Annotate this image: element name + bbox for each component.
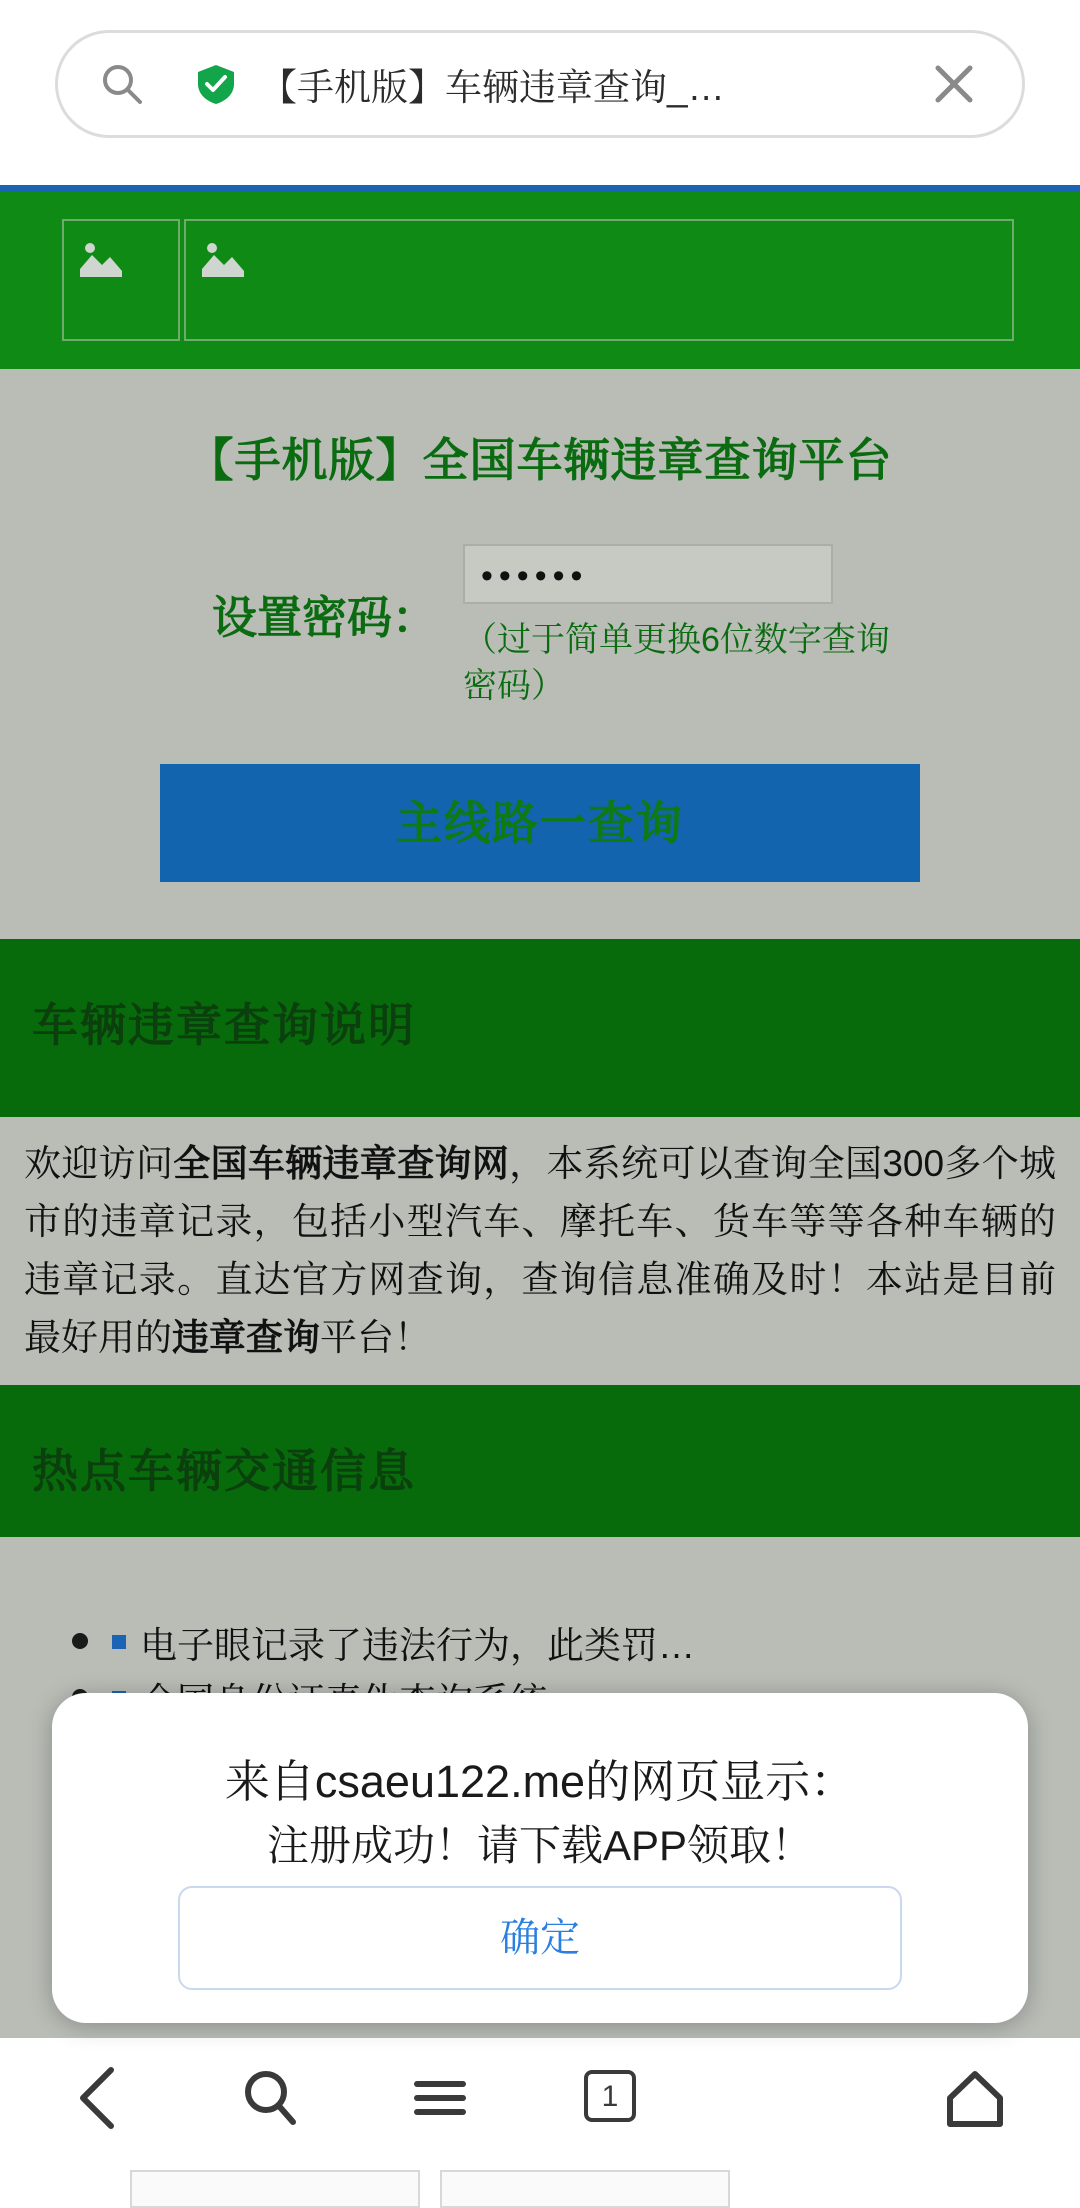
nav-tabs-button[interactable] xyxy=(565,2056,655,2140)
password-label: 设置密码： xyxy=(212,592,438,643)
list-item[interactable] xyxy=(0,1615,1080,1671)
bullet-dot-icon xyxy=(72,1633,88,1649)
page-header-banner xyxy=(0,191,1080,369)
list-item-label[interactable]: 电子眼记录了违法行为，此类罚… xyxy=(140,1625,695,1666)
dialog-title: 来自csaeu122.me的网页显示： xyxy=(224,1756,856,1807)
broken-image-placeholder-2[interactable] xyxy=(184,219,1014,341)
main-query-button[interactable]: 主线路一查询 xyxy=(160,764,920,882)
footer-box-right xyxy=(440,2170,730,2208)
dialog-message: 注册成功！请下载APP领取！ xyxy=(266,1822,814,1869)
broken-image-icon xyxy=(78,239,124,279)
intro-paragraph-part2: ，本系统可以查询全国300多个城市的违章记录，包括小型汽车、摩托车、货车等等各种车辆的违章记录。直达官方网查询，查询信息准确及时！本站是目前最好用的 xyxy=(24,1143,1057,1358)
intro-paragraph-part3: 平台！ xyxy=(320,1317,431,1358)
intro-paragraph-bold2: 违章查询 xyxy=(172,1317,320,1358)
footer-box-left xyxy=(130,2170,420,2208)
shield-icon[interactable] xyxy=(194,62,238,106)
section-header-hot-traffic-info-label: 热点车辆交通信息 xyxy=(32,1445,416,1497)
javascript-alert-dialog xyxy=(52,1693,1028,2023)
nav-home-button[interactable] xyxy=(930,2056,1020,2140)
intro-paragraph-part1: 欢迎访问 xyxy=(24,1143,174,1184)
tab-count-label: 1 xyxy=(584,2070,636,2122)
password-hint: （过于简单更换6位数字查询密码） xyxy=(463,621,890,705)
search-icon xyxy=(98,60,146,108)
url-text[interactable]: 【手机版】车辆违章查询_… xyxy=(260,67,725,108)
browser-bottom-nav xyxy=(0,2038,1080,2158)
query-form-area xyxy=(0,369,1080,939)
page-title: 【手机版】全国车辆违章查询平台 xyxy=(187,434,893,486)
broken-image-icon xyxy=(200,239,246,279)
intro-paragraph-bold1: 全国车辆违章查询网 xyxy=(173,1143,510,1184)
nav-back-button[interactable] xyxy=(55,2056,145,2140)
section-header-query-instructions-label: 车辆违章查询说明 xyxy=(32,999,416,1051)
section-header-hot-traffic-info xyxy=(0,1385,1080,1537)
bullet-square-icon xyxy=(112,1635,126,1649)
intro-paragraph xyxy=(0,1135,1080,1367)
dialog-ok-button[interactable]: 确定 xyxy=(178,1886,902,1990)
nav-menu-button[interactable] xyxy=(395,2056,485,2140)
back-arrow-icon xyxy=(55,2056,145,2140)
home-icon xyxy=(930,2056,1020,2140)
broken-image-placeholder-1[interactable] xyxy=(62,219,180,341)
menu-icon xyxy=(395,2056,485,2140)
nav-search-button[interactable] xyxy=(225,2056,315,2140)
close-icon[interactable] xyxy=(928,58,980,110)
section-header-query-instructions xyxy=(0,939,1080,1117)
password-input[interactable]: •••••• xyxy=(463,544,833,604)
browser-top-bar xyxy=(0,0,1080,185)
system-footer-strip xyxy=(0,2158,1080,2208)
address-bar[interactable] xyxy=(55,30,1025,138)
search-icon xyxy=(225,2056,315,2140)
